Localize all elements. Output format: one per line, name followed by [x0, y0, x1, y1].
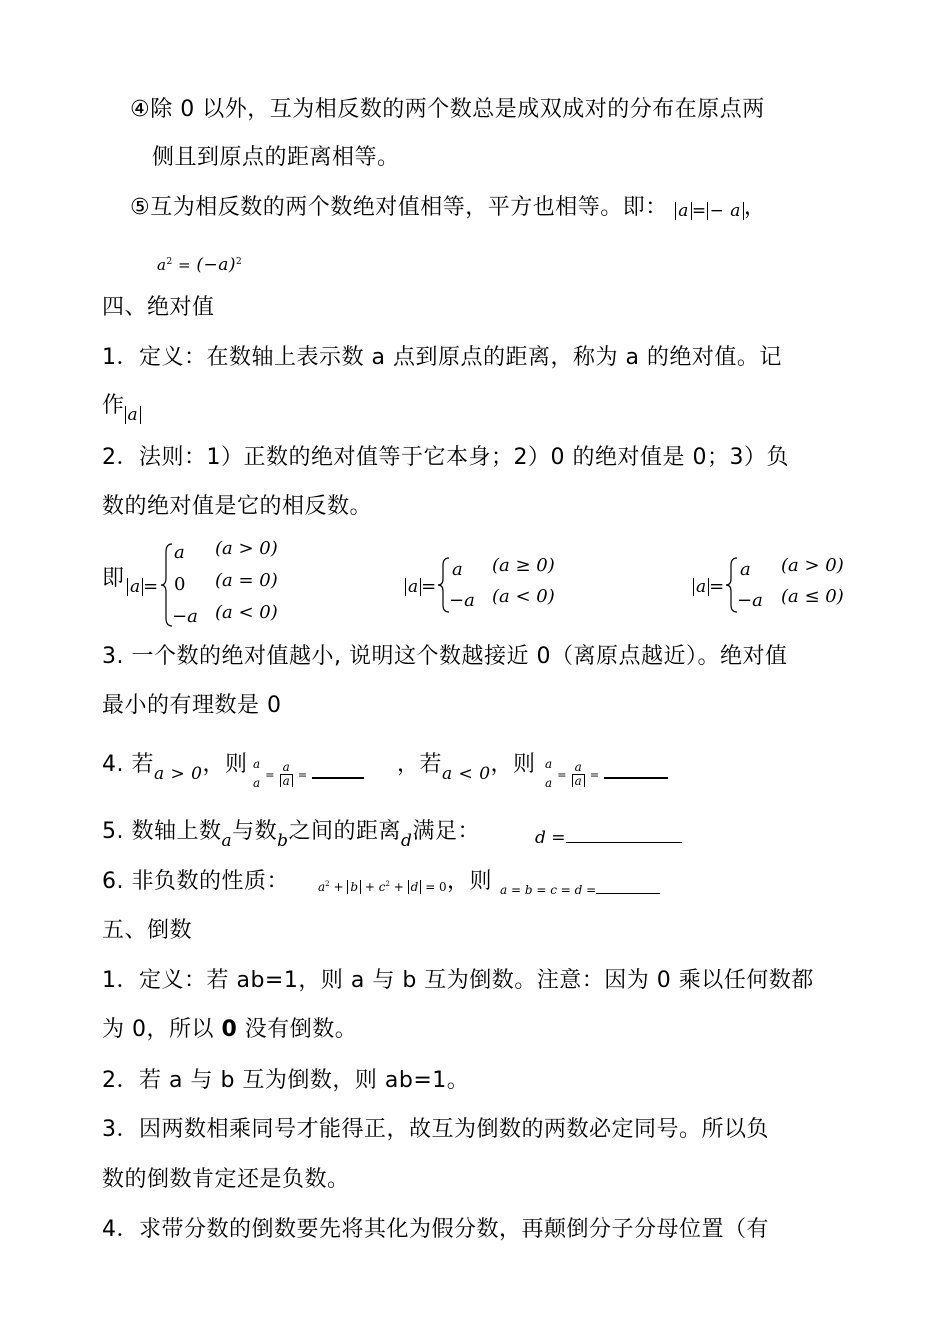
- recip-p4-line1: 4．求带分数的倒数要先将其化为假分数，再颠倒分子分母位置（有: [102, 1217, 769, 1242]
- recip-p2: 2．若 a 与 b 互为倒数，则 ab=1。: [102, 1068, 470, 1093]
- formula3-row1-value: a: [740, 559, 751, 580]
- p5-d: d: [401, 831, 413, 851]
- p6-result: [500, 883, 660, 897]
- p6-a: a: [318, 880, 326, 894]
- p4-then2: ，则: [490, 752, 536, 777]
- recip-def-line2-b: 没有倒数。: [237, 1017, 358, 1042]
- p6-prefix: 6. 非负数的性质：: [102, 869, 289, 894]
- comma: ，: [743, 195, 767, 220]
- p4-expr1: [253, 758, 364, 790]
- p4-frac3-den: a: [545, 776, 553, 790]
- p6-plus2: +: [364, 880, 375, 894]
- formula2-row2-cond: (a < 0): [492, 586, 555, 607]
- p4-frac4: [572, 761, 585, 788]
- abs-def-prefix: 作: [102, 393, 125, 418]
- formula1-abs: a: [127, 578, 143, 596]
- abs-neg-a: − a: [707, 202, 744, 220]
- p6-c-exp: 2: [385, 880, 390, 888]
- p4-eq3: =: [557, 768, 567, 782]
- item5-statement: ⑤互为相反数的两个数绝对值相等，平方也相等。即：: [130, 195, 668, 220]
- sq-rhs-exp: 2: [235, 257, 243, 267]
- formula2-row1-value: a: [452, 559, 463, 580]
- abs-p4: [102, 751, 248, 784]
- abs-def-symbol: a: [125, 406, 142, 424]
- p6-result-lhs: a = b = c = d =: [500, 883, 597, 897]
- p5-prefix: 5. 数轴上数: [102, 819, 222, 844]
- abs-equality-formula: [675, 201, 744, 221]
- p4-frac2-den: a: [280, 775, 293, 787]
- p6-then: ，则: [447, 869, 493, 894]
- formula3-lhs: [693, 576, 724, 597]
- p4-prefix: 4. 若: [102, 752, 154, 777]
- p5-b: b: [277, 831, 289, 851]
- formula2-eq: =: [421, 576, 437, 597]
- p4-frac2-num: a: [282, 759, 290, 774]
- p4-blank2[interactable]: [604, 777, 668, 779]
- abs-rule-line1: 2．法则：1）正数的绝对值等于它本身；2）0 的绝对值是 0；3）负: [102, 445, 789, 470]
- formula3-abs: a: [693, 578, 709, 596]
- abs-def-line2: [102, 392, 141, 425]
- abs-p3-line1: 3. 一个数的绝对值越小, 说明这个数越接近 0（离原点越近）。绝对值: [102, 644, 788, 669]
- section5-heading: 五、倒数: [102, 918, 193, 943]
- formula3-row2-cond: (a ≤ 0): [781, 586, 844, 607]
- formula3-eq: =: [709, 576, 725, 597]
- item4-line1: ④除 0 以外，互为相反数的两个数总是成双成对的分布在原点两: [130, 97, 765, 122]
- formula1-row3-value: −a: [172, 606, 198, 627]
- formula3-row2-value: −a: [737, 590, 763, 611]
- p4-frac1-den: a: [253, 776, 261, 790]
- p4-cond2: a < 0: [442, 764, 491, 784]
- recip-def-line1: 1．定义：若 ab=1，则 a 与 b 互为倒数。注意：因为 0 乘以任何数都: [102, 968, 814, 993]
- p4-frac2: [280, 761, 293, 788]
- recip-p3-line2: 数的倒数肯定还是负数。: [102, 1167, 350, 1192]
- formula2-row1-cond: (a ≥ 0): [492, 555, 555, 576]
- item5-text: [130, 194, 766, 223]
- p4-frac1: [253, 758, 260, 790]
- p4-cond1: a > 0: [153, 764, 203, 784]
- recip-p3-line1: 3．因两数相乘同号才能得正，故互为倒数的两数必定同号。所以负: [102, 1117, 769, 1142]
- formula1-lhs: [127, 576, 158, 597]
- p4-eq2: =: [297, 768, 308, 782]
- p5-formula-lhs: d =: [535, 828, 566, 848]
- p6-c: c: [378, 880, 386, 894]
- formula2-lhs: [405, 576, 436, 597]
- p6-b: b: [347, 880, 361, 894]
- formula1-row1-cond: (a > 0): [215, 538, 278, 559]
- formula1-row1-value: a: [174, 542, 185, 563]
- p4-blank1[interactable]: [312, 777, 364, 779]
- recip-def-line2: [102, 1016, 357, 1044]
- formula2-row2-value: −a: [449, 590, 475, 611]
- abs-a: a: [675, 202, 692, 220]
- p5-mid2: 之间的距离: [288, 819, 402, 844]
- p5-blank[interactable]: [566, 842, 682, 843]
- p6-formula: [318, 880, 447, 894]
- recip-def-line2-a: 为 0，所以: [102, 1017, 222, 1042]
- abs-p4-part2: [397, 751, 536, 784]
- p5-mid: 与数: [232, 819, 278, 844]
- formula-prefix: 即: [102, 566, 125, 591]
- p6-plus3: +: [393, 880, 404, 894]
- p6-plus1: +: [333, 880, 344, 894]
- p5-formula: [535, 828, 682, 848]
- abs-p3-line2: 最小的有理数是 0: [102, 693, 282, 718]
- item4-line2: 侧且到原点的距离相等。: [152, 145, 400, 170]
- p6-eq0: = 0: [425, 880, 447, 894]
- recip-def-bold-zero: 0: [221, 1017, 238, 1042]
- p4-frac3: [545, 758, 552, 790]
- p6-a-exp: 2: [325, 880, 330, 888]
- p4-eq1: =: [265, 768, 275, 782]
- p5-suffix: 满足：: [412, 819, 480, 844]
- abs-rule-line2: 数的绝对值是它的相反数。: [102, 494, 373, 519]
- p6-d: d: [408, 880, 422, 894]
- abs-p6: [102, 868, 289, 896]
- p4-eq4: =: [589, 768, 600, 782]
- formula1-row3-cond: (a < 0): [215, 602, 278, 623]
- p4-frac4-den: a: [572, 775, 585, 787]
- equals-sign: =: [691, 201, 707, 221]
- p4-then1: ，则: [202, 752, 248, 777]
- sq-rhs: (−a): [196, 255, 236, 275]
- sq-eq: =: [177, 256, 192, 274]
- p5-a: a: [221, 831, 233, 851]
- formula1-eq: =: [143, 576, 159, 597]
- formula2-abs: a: [405, 578, 421, 596]
- formula3-row1-cond: (a > 0): [781, 555, 844, 576]
- p4-sep: ，若: [397, 752, 443, 777]
- p4-frac1-num: a: [253, 757, 261, 771]
- p4-expr2: [545, 758, 668, 790]
- formula1-row2-value: 0: [174, 574, 186, 595]
- p4-frac4-num: a: [574, 759, 582, 774]
- sq-lhs: a: [157, 256, 167, 274]
- abs-p5: [102, 818, 480, 851]
- sq-lhs-exp: 2: [166, 257, 173, 267]
- square-equality-formula: [157, 248, 242, 279]
- formula1-row2-cond: (a = 0): [215, 570, 278, 591]
- abs-def-line1: 1．定义：在数轴上表示数 a 点到原点的距离，称为 a 的绝对值。记: [102, 345, 782, 370]
- p4-frac3-num: a: [545, 757, 553, 771]
- p6-blank[interactable]: [596, 893, 660, 894]
- section4-heading: 四、绝对值: [102, 295, 215, 320]
